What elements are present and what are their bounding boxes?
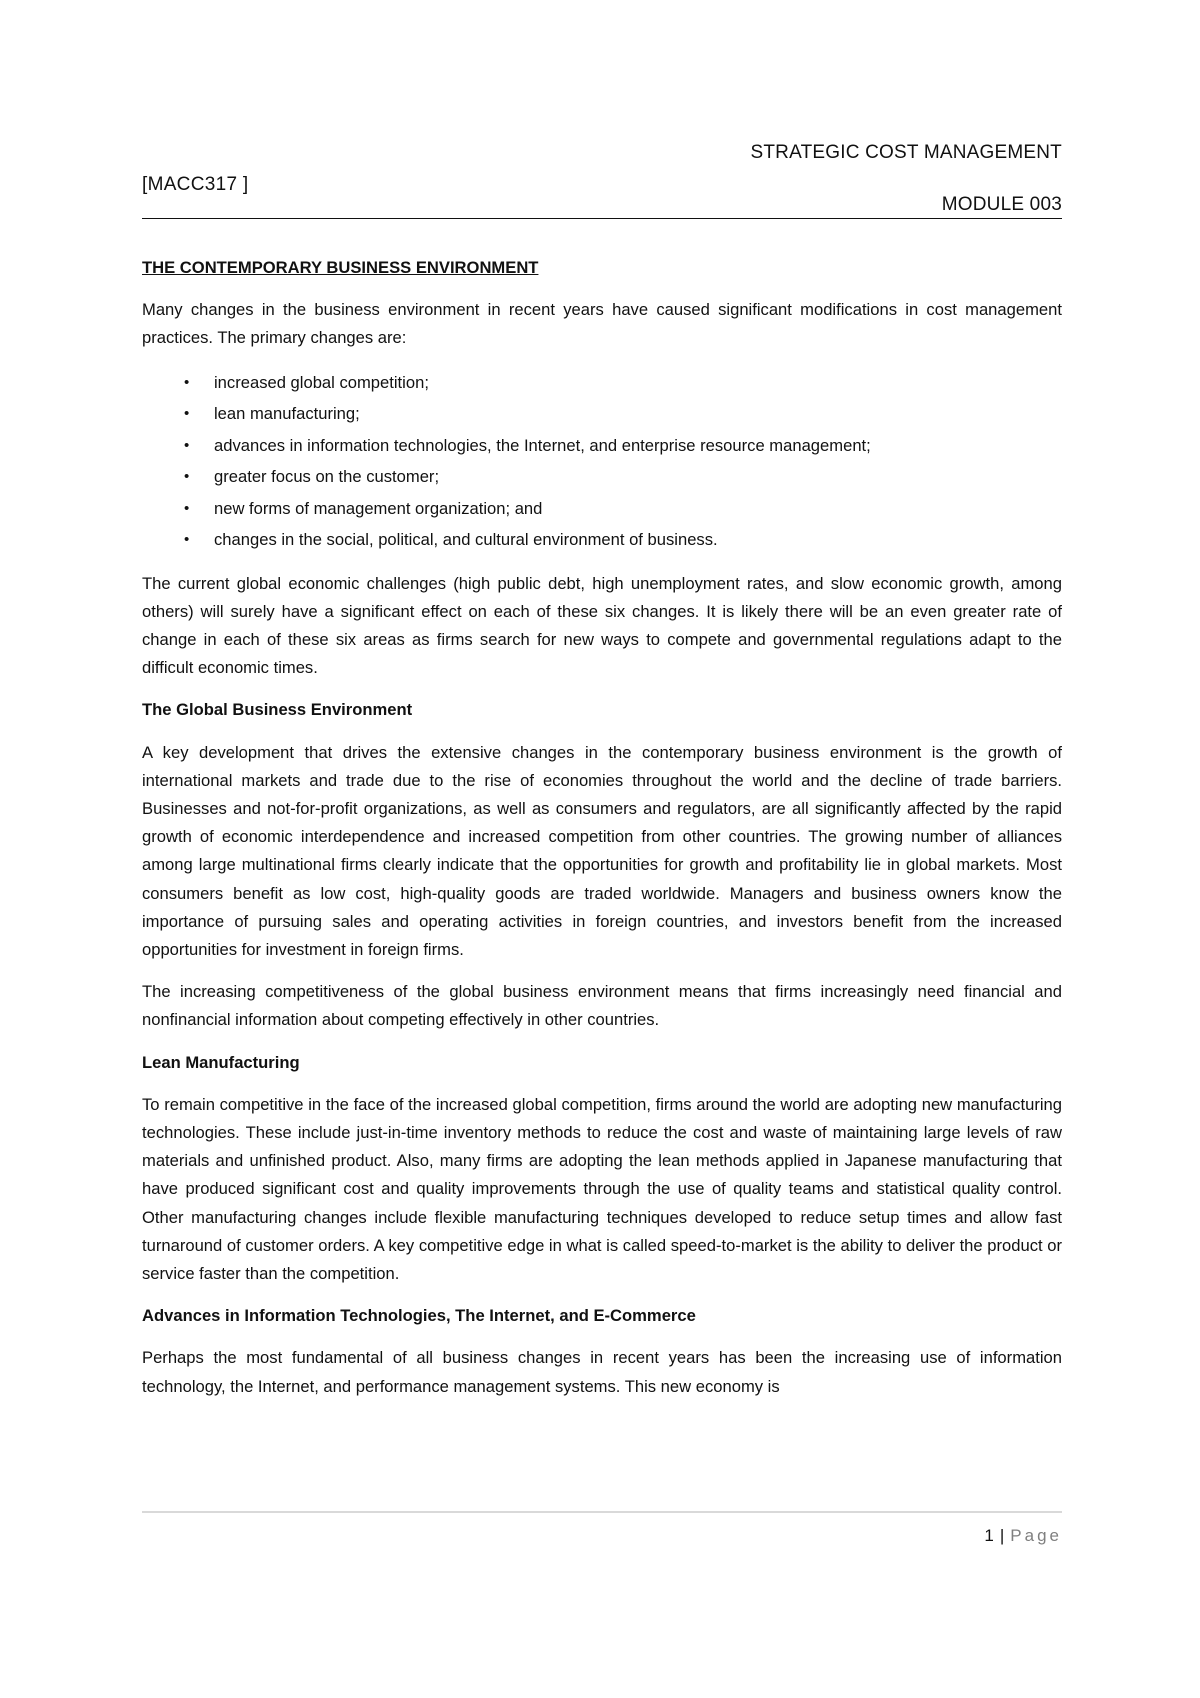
footer-separator: | [999, 1526, 1005, 1545]
module-label: MODULE 003 [941, 194, 1062, 215]
global-heading: The Global Business Environment [142, 700, 413, 720]
bullet-icon: • [184, 373, 190, 391]
footer-divider [142, 1511, 1062, 1513]
global-paragraph-1: A key development that drives the extensive changes in the contemporary business environment is the growth of international markets and trade due to the rise of economies throughout the world and the decline of trade barriers. Businesses and not-for-profit organizations, as well as consumers and regulators, are all significantly affected by the rapid growth of economic interdependence and increased competition from other countries. The growing number of alliances among large multinational firms clearly indicate that the opportunities for growth and profitability lie in global markets. Most consumers benefit as low cost, high-quality goods are traded worldwide. Managers and business owners know the importance of pursuing sales and operating activities in foreign countries, and investors benefit from the increased opportunities for investment in foreign firms. [142, 742, 1062, 960]
changes-list [142, 367, 1062, 556]
list-item [142, 367, 1062, 399]
section-title: THE CONTEMPORARY BUSINESS ENVIRONMENT [142, 258, 539, 277]
global-paragraph-2: The increasing competitiveness of the global business environment means that firms increasingly need financial and nonfinancial information about competing effectively in other countries. [142, 982, 1062, 1030]
list-item-text: advances in information technologies, the Internet, and enterprise resource management; [214, 435, 871, 455]
advances-heading: Advances in Information Technologies, The Internet, and E-Commerce [142, 1306, 696, 1326]
list-item-text: lean manufacturing; [214, 404, 360, 424]
list-item [142, 461, 1062, 493]
list-item [142, 524, 1062, 556]
intro-paragraph: Many changes in the business environment in recent years have caused significant modifications in cost management practices. The primary changes are: [142, 300, 1062, 348]
document-body [142, 254, 1062, 1415]
bullet-icon: • [184, 499, 190, 517]
bullet-icon: • [184, 436, 190, 454]
list-item [142, 493, 1062, 525]
list-item-text: changes in the social, political, and cultural environment of business. [214, 530, 718, 550]
lean-paragraph: To remain competitive in the face of the increased global competition, firms around the world are adopting new manufacturing technologies. These include just-in-time inventory methods to reduce the cost and waste of maintaining large levels of raw materials and unfinished product. Also, many firms are adopting the lean methods applied in Japanese manufacturing that have produced significant cost and quality improvements through the use of quality teams and statistical quality control. Other manufacturing changes include flexible manufacturing techniques developed to reduce setup times and allow fast turnaround of customer orders. A key competitive edge in what is called speed-to-market is the ability to deliver the product or service faster than the competition. [142, 1094, 1062, 1284]
page-footer [984, 1526, 1062, 1546]
page-number: 1 [984, 1526, 994, 1545]
advances-paragraph: Perhaps the most fundamental of all business changes in recent years has been the increasing use of information technology, the Internet, and performance management systems. This new economy is [142, 1348, 1062, 1396]
bullet-icon: • [184, 531, 190, 549]
list-item-text: increased global competition; [214, 372, 429, 392]
page-label: Page [1010, 1526, 1062, 1545]
list-item [142, 430, 1062, 462]
course-title: STRATEGIC COST MANAGEMENT [750, 142, 1062, 163]
header-divider [142, 218, 1062, 219]
bullet-icon: • [184, 405, 190, 423]
page-header [142, 140, 1062, 220]
bullet-icon: • [184, 468, 190, 486]
list-item [142, 398, 1062, 430]
course-code: [MACC317 ] [142, 174, 249, 195]
list-item-text: new forms of management organization; and [214, 498, 543, 518]
lean-heading: Lean Manufacturing [142, 1052, 300, 1072]
list-item-text: greater focus on the customer; [214, 467, 440, 487]
challenges-paragraph: The current global economic challenges (high public debt, high unemployment rates, and slow economic growth, among others) will surely have a significant effect on each of these six changes. It is likely there will be an even greater rate of change in each of these six areas as firms search for new ways to compete and governmental regulations adapt to the difficult economic times. [142, 573, 1062, 678]
